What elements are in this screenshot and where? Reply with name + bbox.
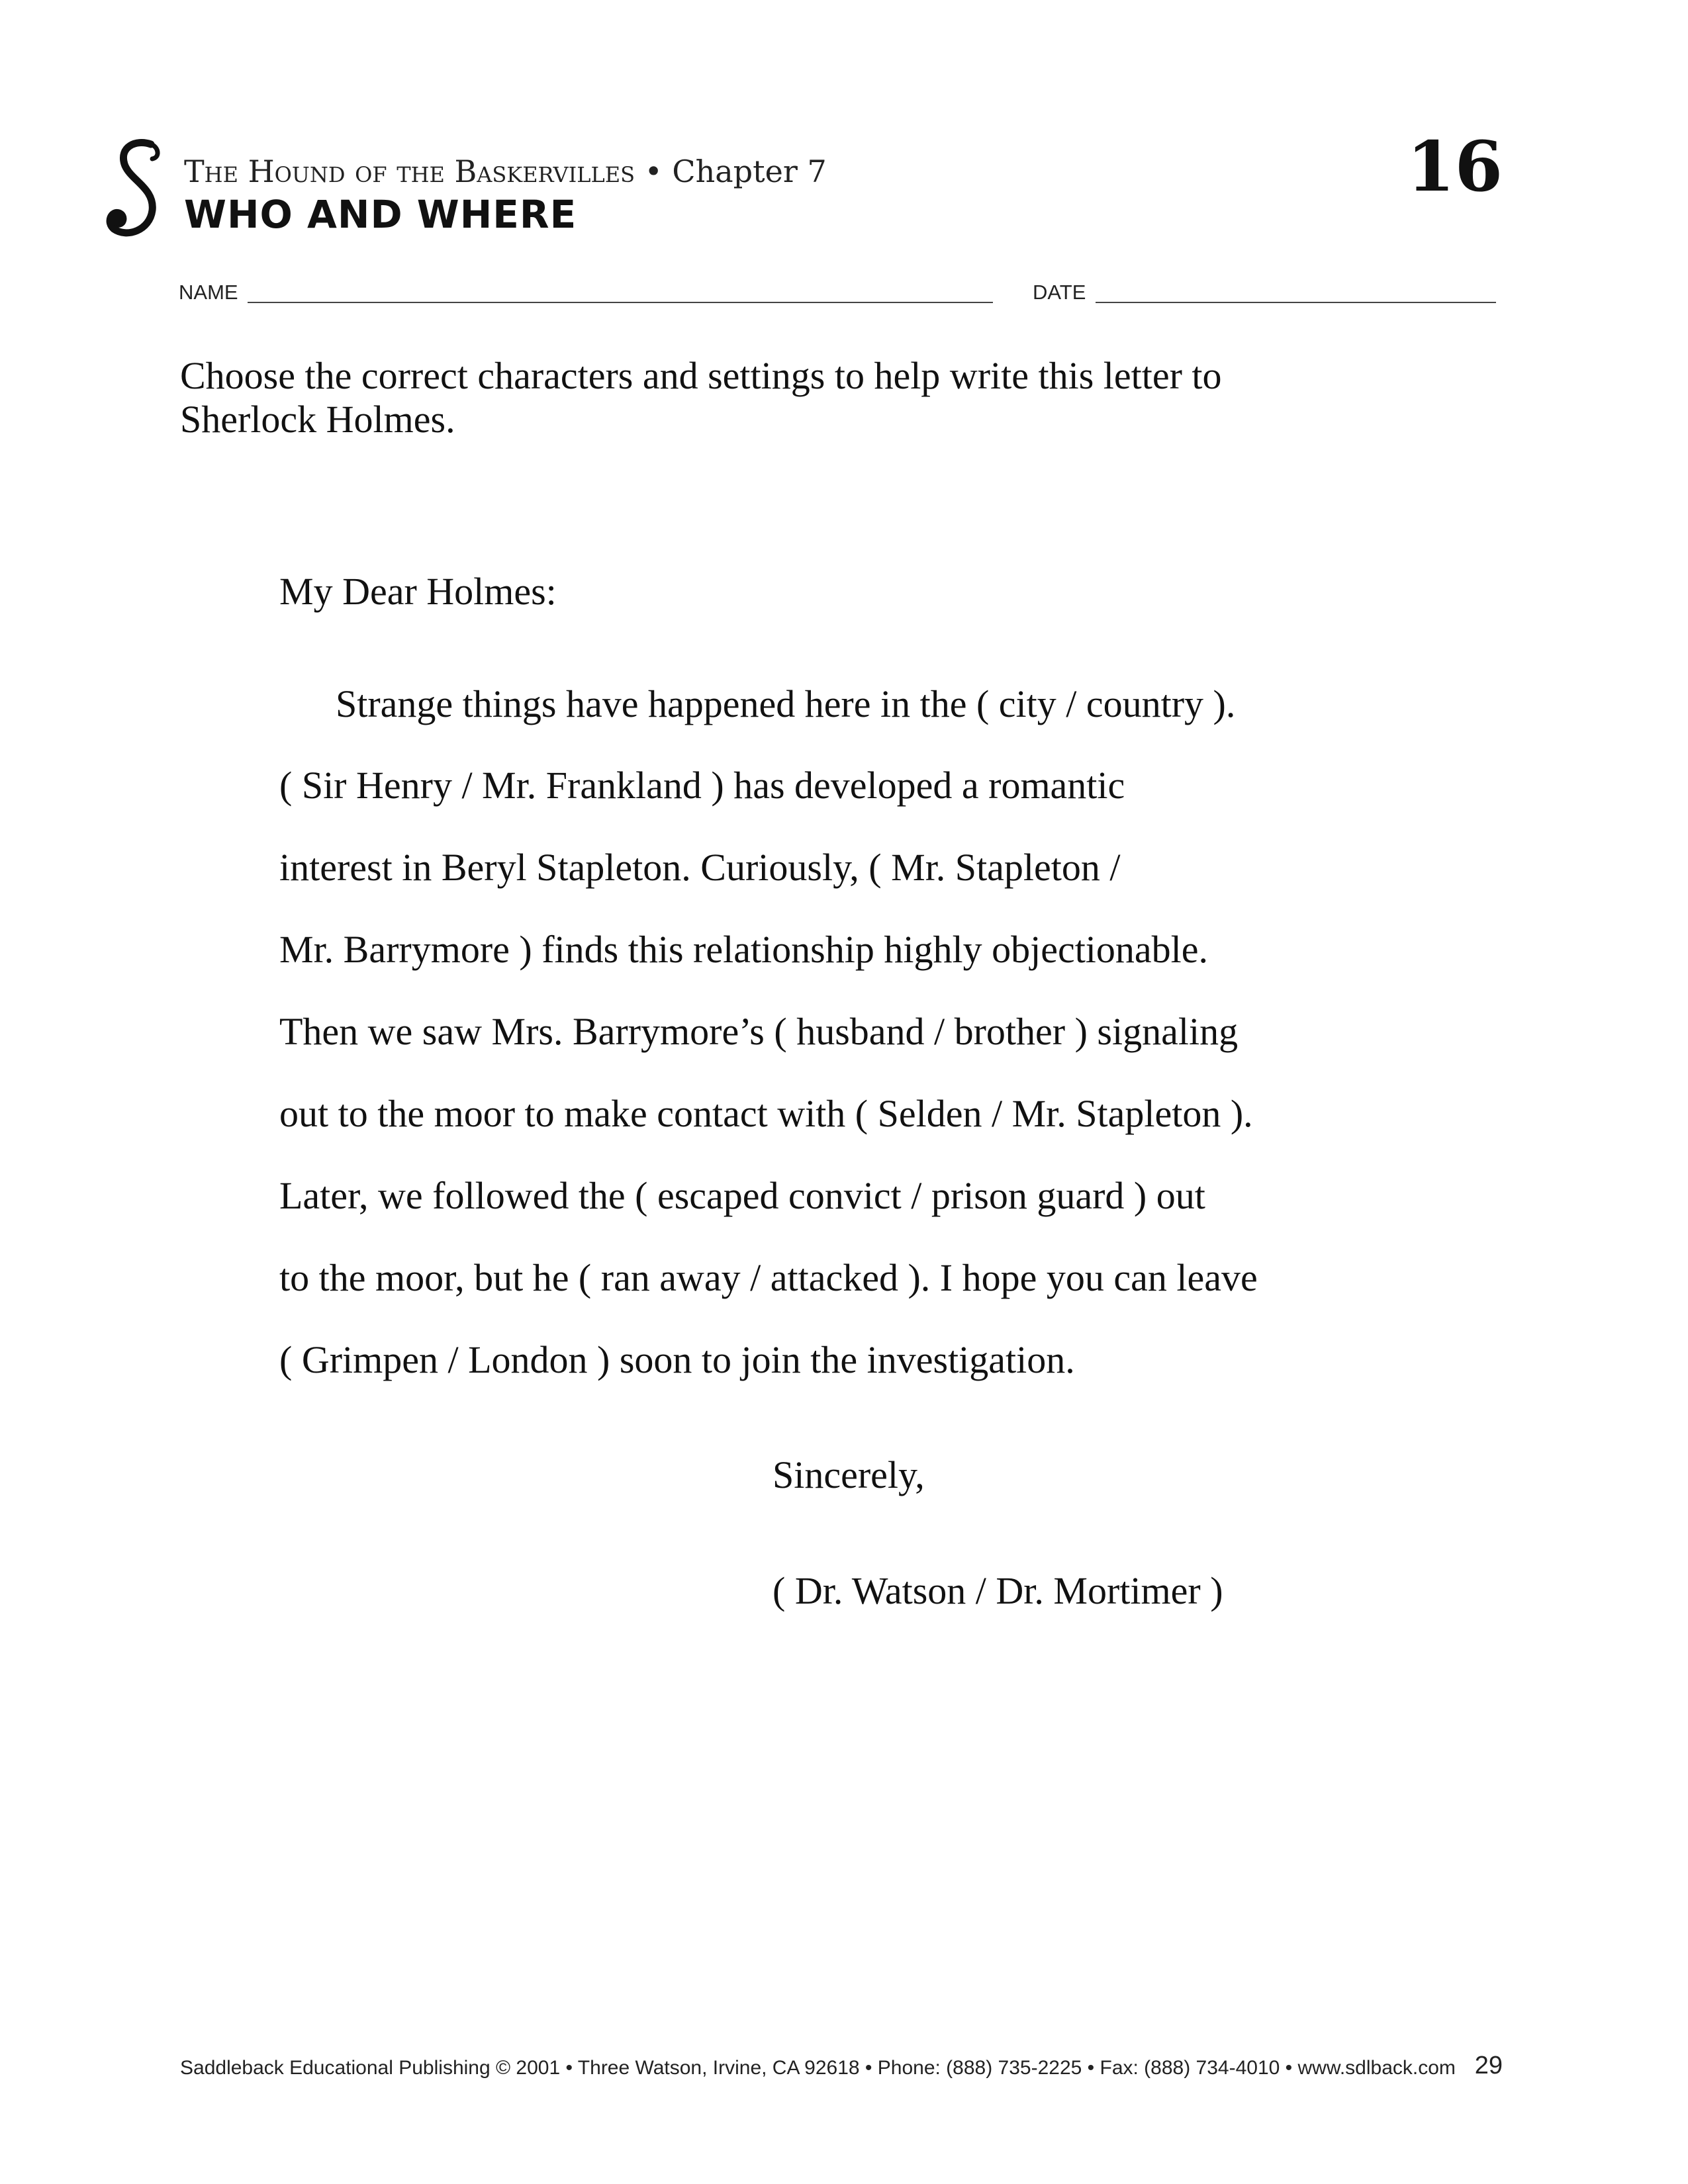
letter-line: ( Sir Henry / Mr. Frankland ) has developed a romantic [279,764,1125,807]
instructions: Choose the correct characters and settings to help write this letter to Sherlock Holmes. [180,354,1222,441]
sheet-number: 16 [1407,126,1503,207]
footer-publisher: Saddleback Educational Publishing © 2001 • Three Watson, Irvine, CA 92618 • Phone: (888) 735-2225 • Fax: (888) 734-4010 • www.sdlback.com [180,2057,1456,2079]
letter-line: Mr. Barrymore ) finds this relationship highly objectionable. [279,928,1209,971]
publisher-logo-icon [99,139,172,245]
letter-line: to the moor, but he ( ran away / attacked ). I hope you can leave [279,1256,1258,1299]
letter-line: Later, we followed the ( escaped convict / prison guard ) out [279,1174,1205,1217]
letter-line: Strange things have happened here in the ( city / country ). [336,682,1236,725]
name-field[interactable] [179,278,993,304]
book-title-name: The Hound of the Baskervilles [184,154,635,189]
date-field[interactable] [1033,278,1496,304]
letter-line: interest in Beryl Stapleton. Curiously, ( Mr. Stapleton / [279,846,1121,889]
chapter-label: • Chapter 7 [644,154,827,189]
name-line[interactable] [248,302,993,303]
date-label: DATE [1033,281,1086,304]
letter-line: Then we saw Mrs. Barrymore’s ( husband / brother ) signaling [279,1010,1239,1053]
sheet-title: WHO AND WHERE [184,192,577,237]
letter-salutation: My Dear Holmes: [279,570,557,613]
letter-line: ( Grimpen / London ) soon to join the investigation. [279,1338,1075,1381]
date-line[interactable] [1096,302,1496,303]
page-number: 29 [1474,2052,1503,2079]
letter-closing: Sincerely, [773,1453,925,1496]
book-title [184,154,827,189]
name-label: NAME [179,281,238,304]
letter-signature: ( Dr. Watson / Dr. Mortimer ) [773,1569,1223,1612]
letter-line: out to the moor to make contact with ( Selden / Mr. Stapleton ). [279,1092,1253,1135]
